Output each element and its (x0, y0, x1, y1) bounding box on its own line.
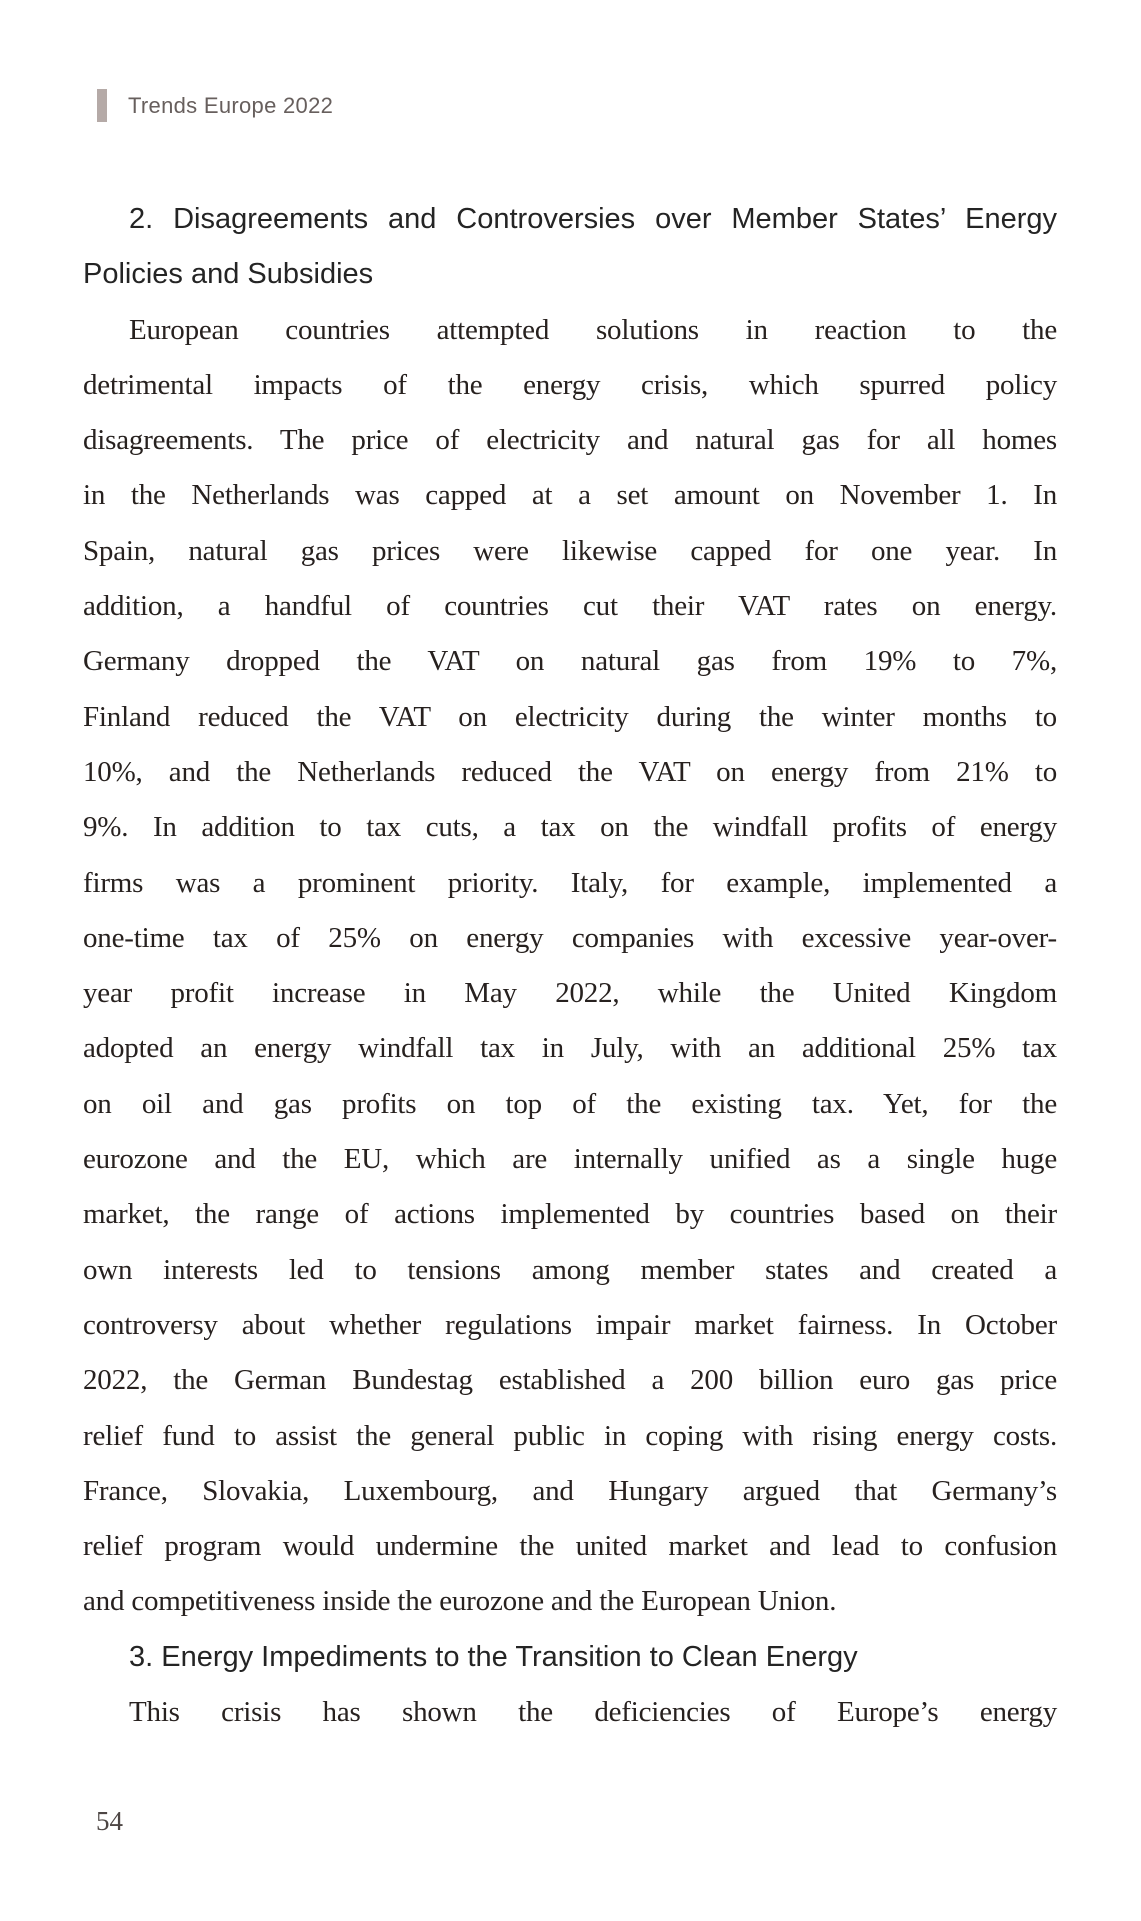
body-text-line: addition, a handful of countries cut their VAT rates on energy. (83, 590, 1057, 623)
section-2-heading-line: 2. Disagreements and Controversies over Member States’ Energy (129, 203, 1057, 235)
page-body-text (83, 192, 1057, 1740)
header-title: Trends Europe 2022 (128, 93, 334, 118)
body-text-line: disagreements. The price of electricity and natural gas for all homes (83, 424, 1057, 457)
body-text-line: detrimental impacts of the energy crisis, which spurred policy (83, 368, 1057, 401)
body-text-line: one-time tax of 25% on energy companies with excessive year-over- (83, 921, 1057, 954)
body-text-line: own interests led to tensions among member states and created a (83, 1253, 1057, 1286)
section-2-heading-line: Policies and Subsidies (83, 258, 374, 291)
body-text-line: 9%. In addition to tax cuts, a tax on the windfall profits of energy (83, 811, 1057, 844)
body-text-line: eurozone and the EU, which are internally unified as a single huge (83, 1143, 1057, 1176)
section-3-heading: 3. Energy Impediments to the Transition to Clean Energy (129, 1640, 858, 1673)
body-text-line: adopted an energy windfall tax in July, with an additional 25% tax (83, 1032, 1057, 1065)
body-text-line: and competitiveness inside the eurozone and the European Union. (83, 1585, 837, 1618)
body-text-line: France, Slovakia, Luxembourg, and Hungary argued that Germany’s (83, 1474, 1057, 1507)
body-text-line: Spain, natural gas prices were likewise capped for one year. In (83, 534, 1057, 567)
body-text-line: market, the range of actions implemented by countries based on their (83, 1198, 1057, 1231)
body-text-line: Finland reduced the VAT on electricity during the winter months to (83, 700, 1057, 733)
body-text-line: firms was a prominent priority. Italy, for example, implemented a (83, 866, 1057, 899)
body-text-line: relief program would undermine the united market and lead to confusion (83, 1530, 1057, 1563)
body-text-line: Germany dropped the VAT on natural gas from 19% to 7%, (83, 645, 1057, 678)
body-text-line: in the Netherlands was capped at a set amount on November 1. In (83, 479, 1057, 512)
body-text-line: on oil and gas profits on top of the existing tax. Yet, for the (83, 1087, 1057, 1120)
body-text-line: controversy about whether regulations impair market fairness. In October (83, 1308, 1057, 1341)
body-text-line: relief fund to assist the general public in coping with rising energy costs. (83, 1419, 1057, 1452)
body-text-line: year profit increase in May 2022, while the United Kingdom (83, 977, 1057, 1010)
page-number: 54 (96, 1806, 123, 1836)
running-header (0, 0, 1141, 140)
body-text-line: 2022, the German Bundestag established a 200 billion euro gas price (83, 1364, 1057, 1397)
header-accent-bar (97, 89, 107, 122)
body-text-line: European countries attempted solutions in reaction to the (129, 313, 1057, 346)
body-text-line: 10%, and the Netherlands reduced the VAT on energy from 21% to (83, 755, 1057, 788)
body-text-line: This crisis has shown the deficiencies of Europe’s energy (129, 1696, 1057, 1729)
